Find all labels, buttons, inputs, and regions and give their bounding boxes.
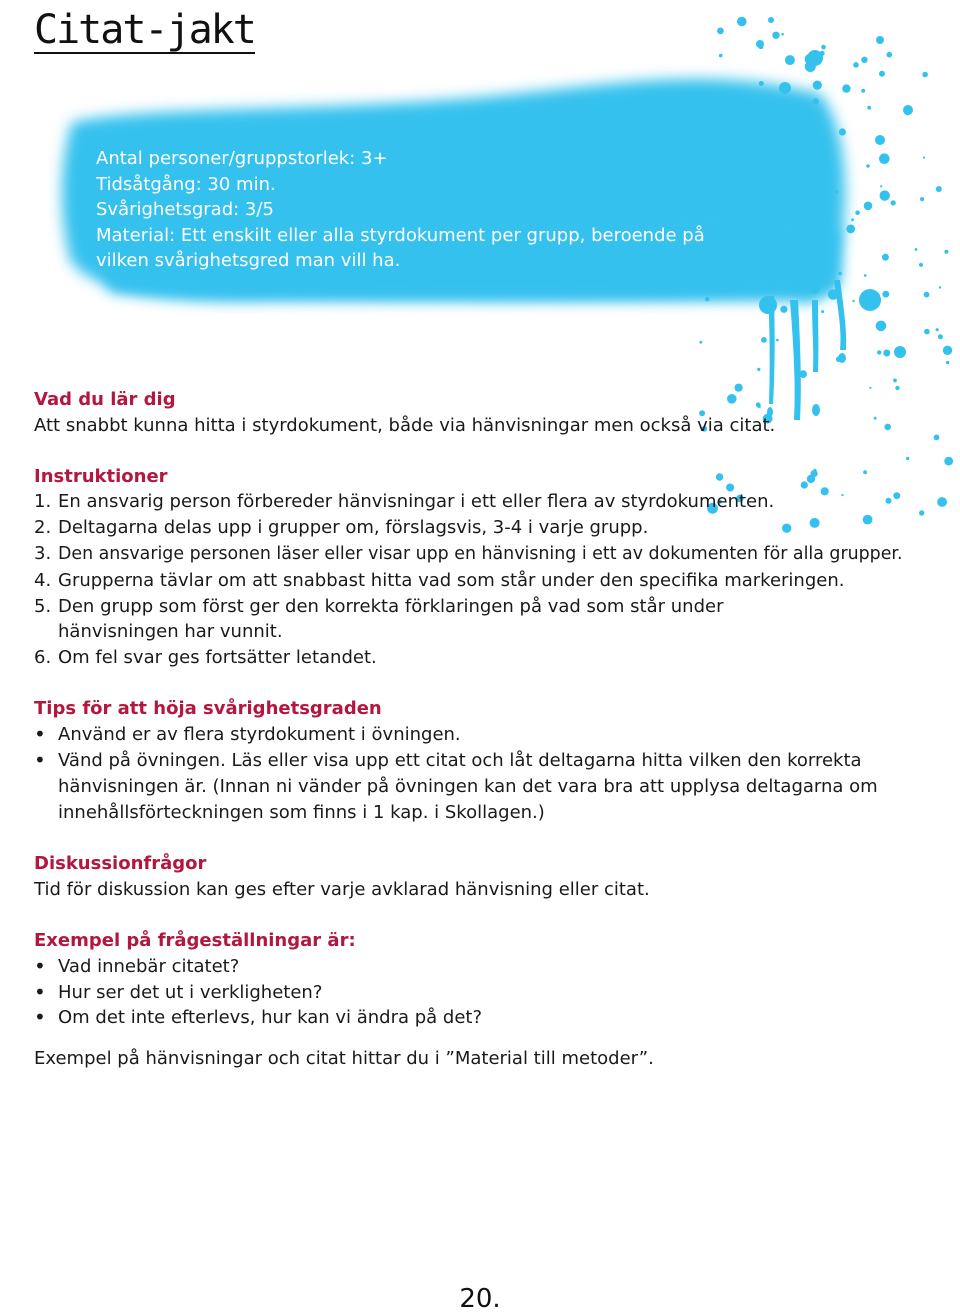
paint-speckle (720, 128, 723, 131)
paint-speckle (719, 54, 723, 58)
paint-speckle (757, 368, 760, 371)
tips-list (34, 722, 914, 825)
paint-speckle (944, 457, 953, 466)
instructions-heading: Instruktioner (34, 465, 168, 487)
paint-speckle (936, 186, 942, 192)
list-item (34, 722, 914, 748)
paint-speckle (852, 300, 854, 302)
paint-speckle (767, 201, 772, 206)
paint-speckle (891, 200, 896, 205)
paint-speckle (846, 225, 855, 234)
item-number: 4. (34, 569, 52, 591)
paint-speckle (887, 52, 893, 58)
paint-speckle (780, 306, 787, 313)
paint-speckle (853, 62, 859, 68)
paint-speckle (759, 226, 766, 233)
bullet-icon: • (34, 953, 46, 978)
paint-speckle (761, 337, 767, 343)
paint-speckle (785, 55, 795, 65)
item-text: Använd er av flera styrdokument i övningen. (58, 724, 461, 746)
paint-speckle (880, 185, 882, 187)
paint-speckle (883, 350, 890, 357)
paint-speckle (811, 246, 815, 250)
paint-speckle (782, 136, 791, 145)
page-title: Citat-jakt (34, 7, 255, 53)
paint-speckle (781, 33, 784, 36)
paint-speckle (718, 102, 724, 108)
item-text: Den grupp som först ger den korrekta förklaringen på vad som står under hänvisningen har vunnit. (58, 595, 724, 643)
tips-heading: Tips för att höja svårighetsgraden (34, 698, 382, 720)
paint-speckle (877, 350, 881, 354)
list-item (34, 541, 914, 568)
paint-speckle (821, 310, 824, 313)
paint-speckle (779, 82, 791, 94)
paint-speckle (759, 81, 764, 86)
list-item (34, 489, 914, 515)
page-number: 20. (459, 1284, 501, 1314)
paint-speckle (934, 435, 940, 441)
meta-line-material-cont: vilken svårighetsgred man vill ha. (96, 250, 401, 272)
paint-speckle (821, 45, 826, 50)
examples-heading: Exempel på frågeställningar är: (34, 930, 356, 952)
paint-speckle (864, 274, 867, 277)
paint-speckle (744, 235, 751, 242)
instructions-list (34, 489, 914, 671)
paint-speckle (938, 334, 943, 339)
learn-heading: Vad du lär dig (34, 389, 176, 410)
meta-line-material: Material: Ett enskilt eller alla styrdokument per grupp, beroende på (96, 224, 705, 246)
item-text: Vänd på övningen. Läs eller visa upp ett citat och låt deltagarna hitta vilken den korrekta hänvisningen är. (Innan ni vänder på övningen kan det vara bra att upplysa deltagarna om innehållsförteckningen som finns i 1 kap. i Skollagen.) (58, 750, 878, 823)
paint-speckle (876, 36, 884, 44)
paint-speckle (839, 128, 846, 135)
bullet-icon: • (34, 748, 46, 773)
paint-speckle (774, 143, 781, 150)
paint-speckle (880, 190, 890, 200)
paint-speckle (939, 286, 941, 288)
paint-speckle (799, 370, 807, 378)
paint-speckle (807, 50, 823, 66)
bullet-icon: • (34, 1005, 46, 1030)
paint-speckle (875, 135, 885, 145)
paint-speckle (813, 98, 819, 104)
paint-speckle (755, 222, 757, 224)
paint-speckle (717, 28, 724, 35)
paint-speckle (867, 106, 871, 110)
paint-speckle (828, 289, 838, 299)
paint-speckle (842, 84, 850, 92)
paint-speckle (813, 81, 822, 90)
paint-speckle (753, 169, 762, 178)
paint-speckle (800, 275, 808, 283)
item-text: Hur ser det ut i verkligheten? (58, 981, 323, 1003)
footer-note: Exempel på hänvisningar och citat hittar du i ”Material till metoder”. (34, 1048, 654, 1070)
list-item (34, 748, 888, 825)
item-number: 6. (34, 647, 52, 669)
paint-speckle (864, 202, 873, 211)
list-item (34, 1005, 914, 1031)
paint-speckle (831, 183, 833, 185)
paint-speckle (879, 71, 885, 77)
paint-speckle (920, 197, 924, 201)
paint-speckle (798, 163, 807, 172)
list-item (34, 594, 848, 646)
paint-speckle (737, 17, 747, 27)
meta-line-difficulty: Svårighetsgrad: 3/5 (96, 199, 274, 221)
item-number: 5. (34, 595, 52, 617)
paint-speckle (750, 221, 758, 229)
activity-meta (96, 146, 736, 274)
examples-list (34, 954, 914, 1031)
paint-speckle (836, 356, 842, 362)
paint-speckle (903, 105, 913, 115)
paint-speckle (819, 136, 827, 144)
paint-speckle (946, 361, 949, 364)
item-number: 2. (34, 517, 52, 539)
paint-speckle (922, 72, 928, 78)
paint-speckle (838, 272, 842, 276)
paint-speckle (919, 263, 923, 267)
content-body (34, 387, 914, 1072)
paint-speckle (882, 291, 889, 298)
item-text: Om fel svar ges fortsätter letandet. (58, 647, 377, 669)
paint-speckle (807, 213, 814, 220)
paint-speckle (882, 254, 889, 261)
list-item (34, 568, 914, 594)
paint-speckle (919, 510, 924, 515)
paint-speckle (894, 346, 906, 358)
paint-speckle (861, 57, 867, 63)
paint-speckle (876, 321, 887, 332)
item-text: En ansvarig person förbereder hänvisningar i ett eller flera av styrdokumenten. (58, 491, 775, 513)
paint-speckle (776, 339, 779, 342)
paint-speckle (821, 247, 828, 254)
item-number: 3. (34, 542, 52, 564)
paint-speckle (733, 105, 735, 107)
paint-speckle (861, 89, 865, 93)
paint-speckle (822, 236, 826, 240)
bullet-icon: • (34, 722, 46, 747)
paint-speckle (793, 112, 801, 120)
paint-speckle (758, 247, 765, 254)
paint-speckle (772, 32, 779, 39)
paint-speckle (893, 379, 897, 383)
paint-speckle (734, 94, 739, 99)
paint-speckle (936, 328, 939, 331)
item-text: Grupperna tävlar om att snabbast hitta vad som står under den specifika markeringen. (58, 569, 845, 591)
paint-speckle (924, 329, 930, 335)
list-item (34, 954, 914, 980)
paint-speckle (851, 218, 854, 221)
item-text: Deltagarna delas upp i grupper om, förslagsvis, 3-4 i varje grupp. (58, 517, 649, 539)
list-item (34, 515, 914, 541)
meta-line-group-size: Antal personer/gruppstorlek: 3+ (96, 148, 388, 169)
paint-speckle (937, 497, 947, 507)
paint-speckle (798, 178, 807, 187)
discussion-text: Tid för diskussion kan ges efter varje avklarad hänvisning eller citat. (34, 878, 650, 900)
item-text: Den ansvarige personen läser eller visar upp en hänvisning i ett av dokumenten för alla grupper. (58, 543, 903, 564)
learn-text: Att snabbt kunna hitta i styrdokument, både via hänvisningar men också via citat. (34, 414, 776, 436)
paint-speckle (756, 40, 764, 48)
paint-speckle (859, 289, 881, 311)
list-item (34, 645, 914, 671)
bullet-icon: • (34, 979, 46, 1004)
paint-speckle (923, 156, 925, 158)
list-item (34, 980, 914, 1006)
paint-speckle (855, 210, 860, 215)
item-text: Om det inte efterlevs, hur kan vi ändra på det? (58, 1007, 483, 1029)
paint-speckle (768, 17, 774, 23)
paint-speckle (705, 297, 710, 302)
discussion-heading: Diskussionfrågor (34, 852, 207, 874)
paint-speckle (915, 248, 918, 251)
paint-speckle (700, 341, 703, 344)
paint-speckle (866, 164, 870, 168)
paint-speckle (924, 292, 930, 298)
paint-speckle (835, 190, 838, 193)
paint-speckle (943, 346, 952, 355)
item-text: Vad innebär citatet? (58, 955, 240, 977)
paint-speckle (944, 250, 948, 254)
item-number: 1. (34, 491, 52, 513)
paint-speckle (759, 296, 777, 314)
paint-speckle (810, 284, 820, 294)
meta-line-duration: Tidsåtgång: 30 min. (96, 173, 276, 195)
paint-speckle (812, 146, 821, 155)
paint-speckle (879, 153, 890, 164)
